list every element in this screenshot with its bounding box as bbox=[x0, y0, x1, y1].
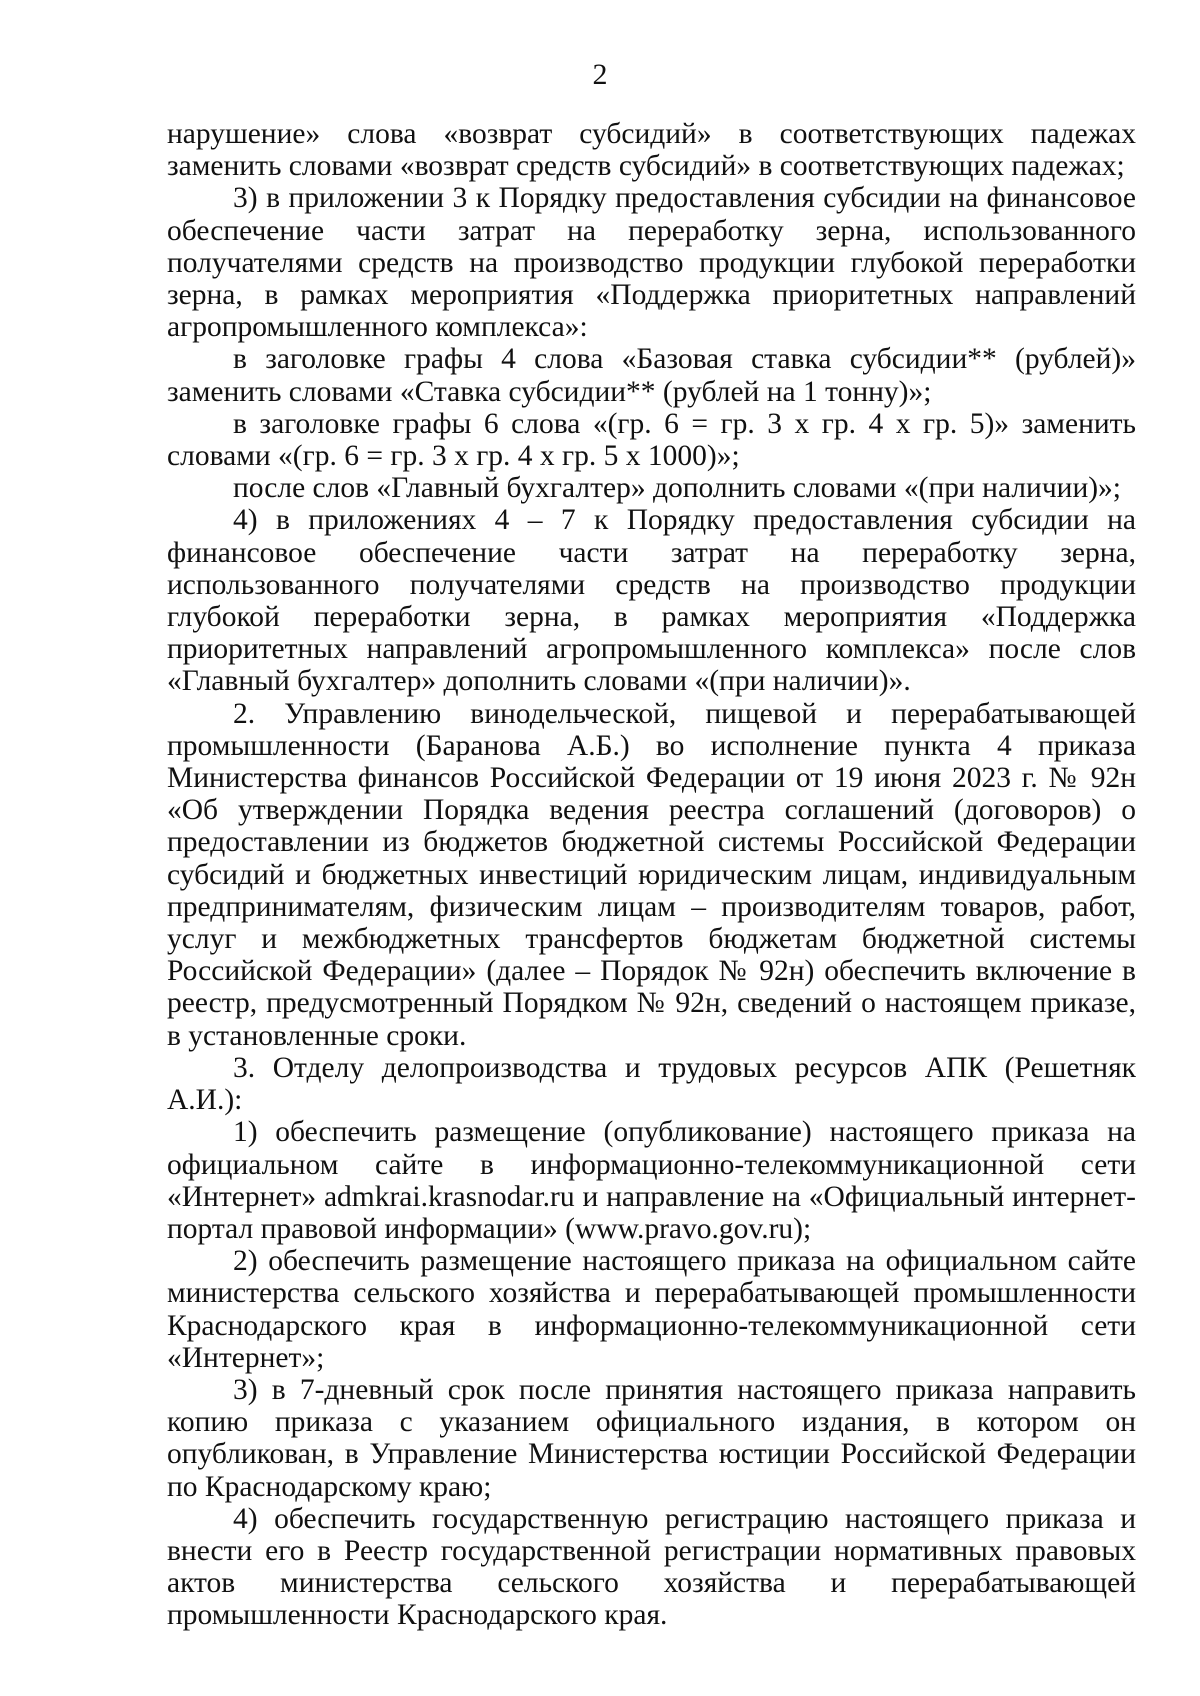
paragraph-column-6-header: в заголовке графы 6 слова «(гр. 6 = гр. 3 x гр. 4 x гр. 5)» заменить словами «(гр. 6 = гр. 3 x гр. 4 x гр. 5 x 1000)»; bbox=[167, 407, 1136, 473]
paragraph-section-3-item-2: 2) обеспечить размещение настоящего приказа на официальном сайте министерства сельского хозяйства и перерабатывающей промышленности Краснодарского края в информационно-телекоммуникационной сети «Интернет»; bbox=[167, 1245, 1136, 1374]
paragraph-section-3: 3. Отделу делопроизводства и трудовых ресурсов АПК (Решетняк А.И.): bbox=[167, 1051, 1136, 1117]
paragraph-section-3-item-4: 4) обеспечить государственную регистрацию настоящего приказа и внести его в Реестр государственной регистрации нормативных правовых актов министерства сельского хозяйства и перерабатывающей промышленности Краснодарского края. bbox=[167, 1502, 1136, 1632]
document-body bbox=[167, 118, 1136, 1632]
paragraph-chief-accountant: после слов «Главный бухгалтер» дополнить словами «(при наличии)»; bbox=[233, 472, 1121, 505]
paragraph-item-4-appendices: 4) в приложениях 4 – 7 к Порядку предоставления субсидии на финансовое обеспечение части затрат на переработку зерна, использованного получателями средств на производство продукции глубокой переработки зерна, в рамках мероприятия «Поддержка приоритетных направлений агропромышленного комплекса» после слов «Главный бухгалтер» дополнить словами «(при наличии)». bbox=[167, 504, 1136, 698]
paragraph-section-2: 2. Управлению винодельческой, пищевой и перерабатывающей промышленности (Баранова А.Б.) во исполнение пункта 4 приказа Министерства финансов Российской Федерации от 19 июня 2023 г. № 92н «Об утверждении Порядка ведения реестра соглашений (договоров) о предоставлении из бюджетов бюджетной системы Российской Федерации субсидий и бюджетных инвестиций юридическим лицам, индивидуальным предпринимателям, физическим лицам – производителям товаров, работ, услуг и межбюджетных трансфертов бюджетам бюджетной системы Российской Федерации» (далее – Порядок № 92н) обеспечить включение в реестр, предусмотренный Порядком № 92н, сведений о настоящем приказе, в установленные сроки. bbox=[167, 697, 1136, 1052]
paragraph-column-4-header: в заголовке графы 4 слова «Базовая ставка субсидии** (рублей)» заменить словами «Ставка субсидии** (рублей на 1 тонну)»; bbox=[167, 343, 1136, 408]
paragraph-continuation: нарушение» слова «возврат субсидий» в соответствующих падежах заменить словами «возврат средств субсидий» в соответствующих падежах; bbox=[167, 118, 1136, 183]
paragraph-section-3-item-1: 1) обеспечить размещение (опубликование) настоящего приказа на официальном сайте в информационно-телекоммуникационной сети «Интернет» admkrai.krasnodar.ru и направление на «Официальный интернет-портал правовой информации» (www.pravo.gov.ru); bbox=[167, 1116, 1136, 1245]
paragraph-section-3-item-3: 3) в 7-дневный срок после принятия настоящего приказа направить копию приказа с указанием официального издания, в котором он опубликован, в Управление Министерства юстиции Российской Федерации по Краснодарскому краю; bbox=[167, 1373, 1136, 1503]
paragraph-item-3-appendix-3: 3) в приложении 3 к Порядку предоставления субсидии на финансовое обеспечение части затрат на переработку зерна, использованного получателями средств на производство продукции глубокой переработки зерна, в рамках мероприятия «Поддержка приоритетных направлений агропромышленного комплекса»: bbox=[167, 182, 1136, 344]
page-number: 2 bbox=[592, 58, 608, 91]
